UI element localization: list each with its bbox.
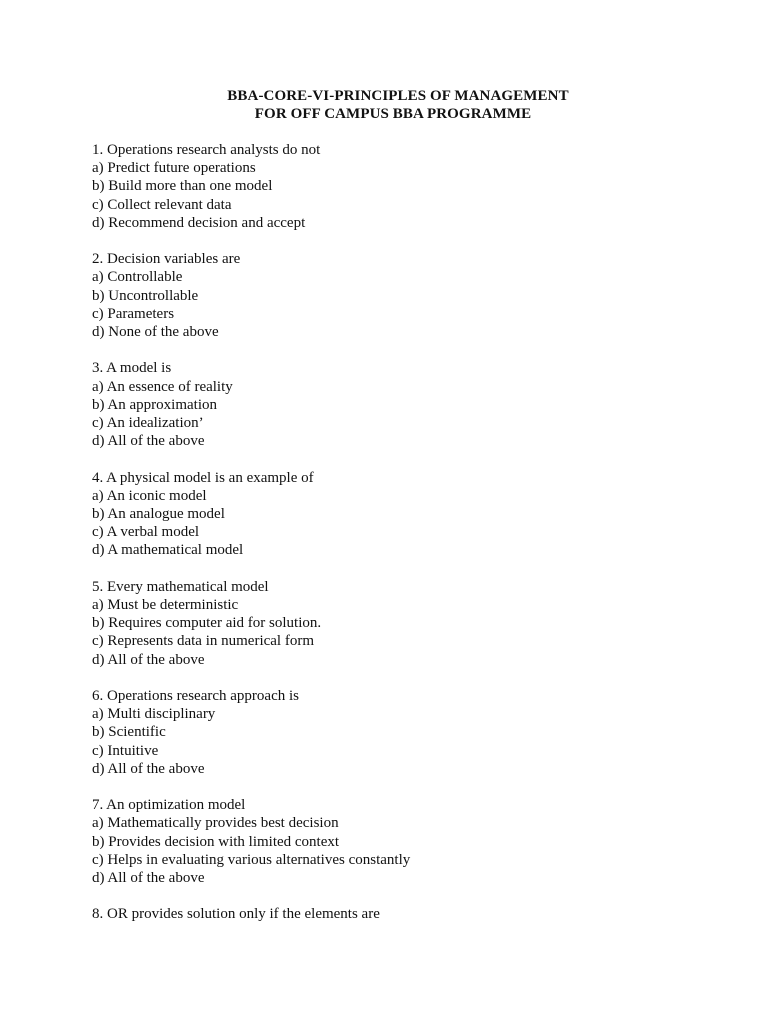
option-b: b) Provides decision with limited context [92,833,340,850]
option-d: d) Recommend decision and accept [92,214,306,231]
option-a: a) Predict future operations [92,160,256,177]
option-a: a) Mathematically provides best decision [92,815,339,832]
document-heading [0,87,768,123]
option-c: c) A verbal model [92,524,200,541]
option-b: b) Requires computer aid for solution. [92,615,322,632]
option-d: d) A mathematical model [92,542,244,559]
option-b: b) An approximation [92,396,217,413]
option-a: a) Controllable [92,269,183,286]
question-3 [92,359,732,450]
option-c: c) Helps in evaluating various alternatives constantly [92,851,411,868]
option-a: a) An essence of reality [92,378,233,395]
option-b: b) Build more than one model [92,178,273,195]
question-text: 3. A model is [92,360,172,377]
question-text: 1. Operations research analysts do not [92,142,321,158]
document-subtitle: FOR OFF CAMPUS BBA PROGRAMME [254,106,532,122]
option-b: b) Uncontrollable [92,287,199,304]
document-title: BBA-CORE-VI-PRINCIPLES OF MANAGEMENT [227,88,569,104]
option-a: a) Must be deterministic [92,597,239,614]
option-c: c) An idealization’ [92,415,204,432]
question-text: 2. Decision variables are [92,251,241,268]
option-d: d) All of the above [92,870,205,887]
question-8 [92,905,732,923]
option-c: c) Intuitive [92,742,159,759]
question-2 [92,250,732,341]
option-d: d) All of the above [92,433,205,450]
option-d: d) All of the above [92,651,205,668]
option-d: d) None of the above [92,324,219,341]
option-d: d) All of the above [92,760,205,777]
option-a: a) Multi disciplinary [92,706,216,723]
question-text: 8. OR provides solution only if the elements are [92,906,380,923]
question-text: 5. Every mathematical model [92,578,269,595]
option-c: c) Parameters [92,305,175,322]
option-c: c) Represents data in numerical form [92,633,314,650]
option-b: b) An analogue model [92,506,225,523]
question-1 [92,141,732,232]
option-a: a) An iconic model [92,487,207,504]
question-text: 7. An optimization model [92,797,246,814]
question-5 [92,578,732,669]
option-c: c) Collect relevant data [92,196,232,213]
question-4 [92,469,732,560]
question-text: 6. Operations research approach is [92,688,299,705]
question-7 [92,796,732,887]
option-b: b) Scientific [92,724,166,741]
question-6 [92,687,732,778]
question-text: 4. A physical model is an example of [92,469,314,486]
question-list [92,141,732,942]
